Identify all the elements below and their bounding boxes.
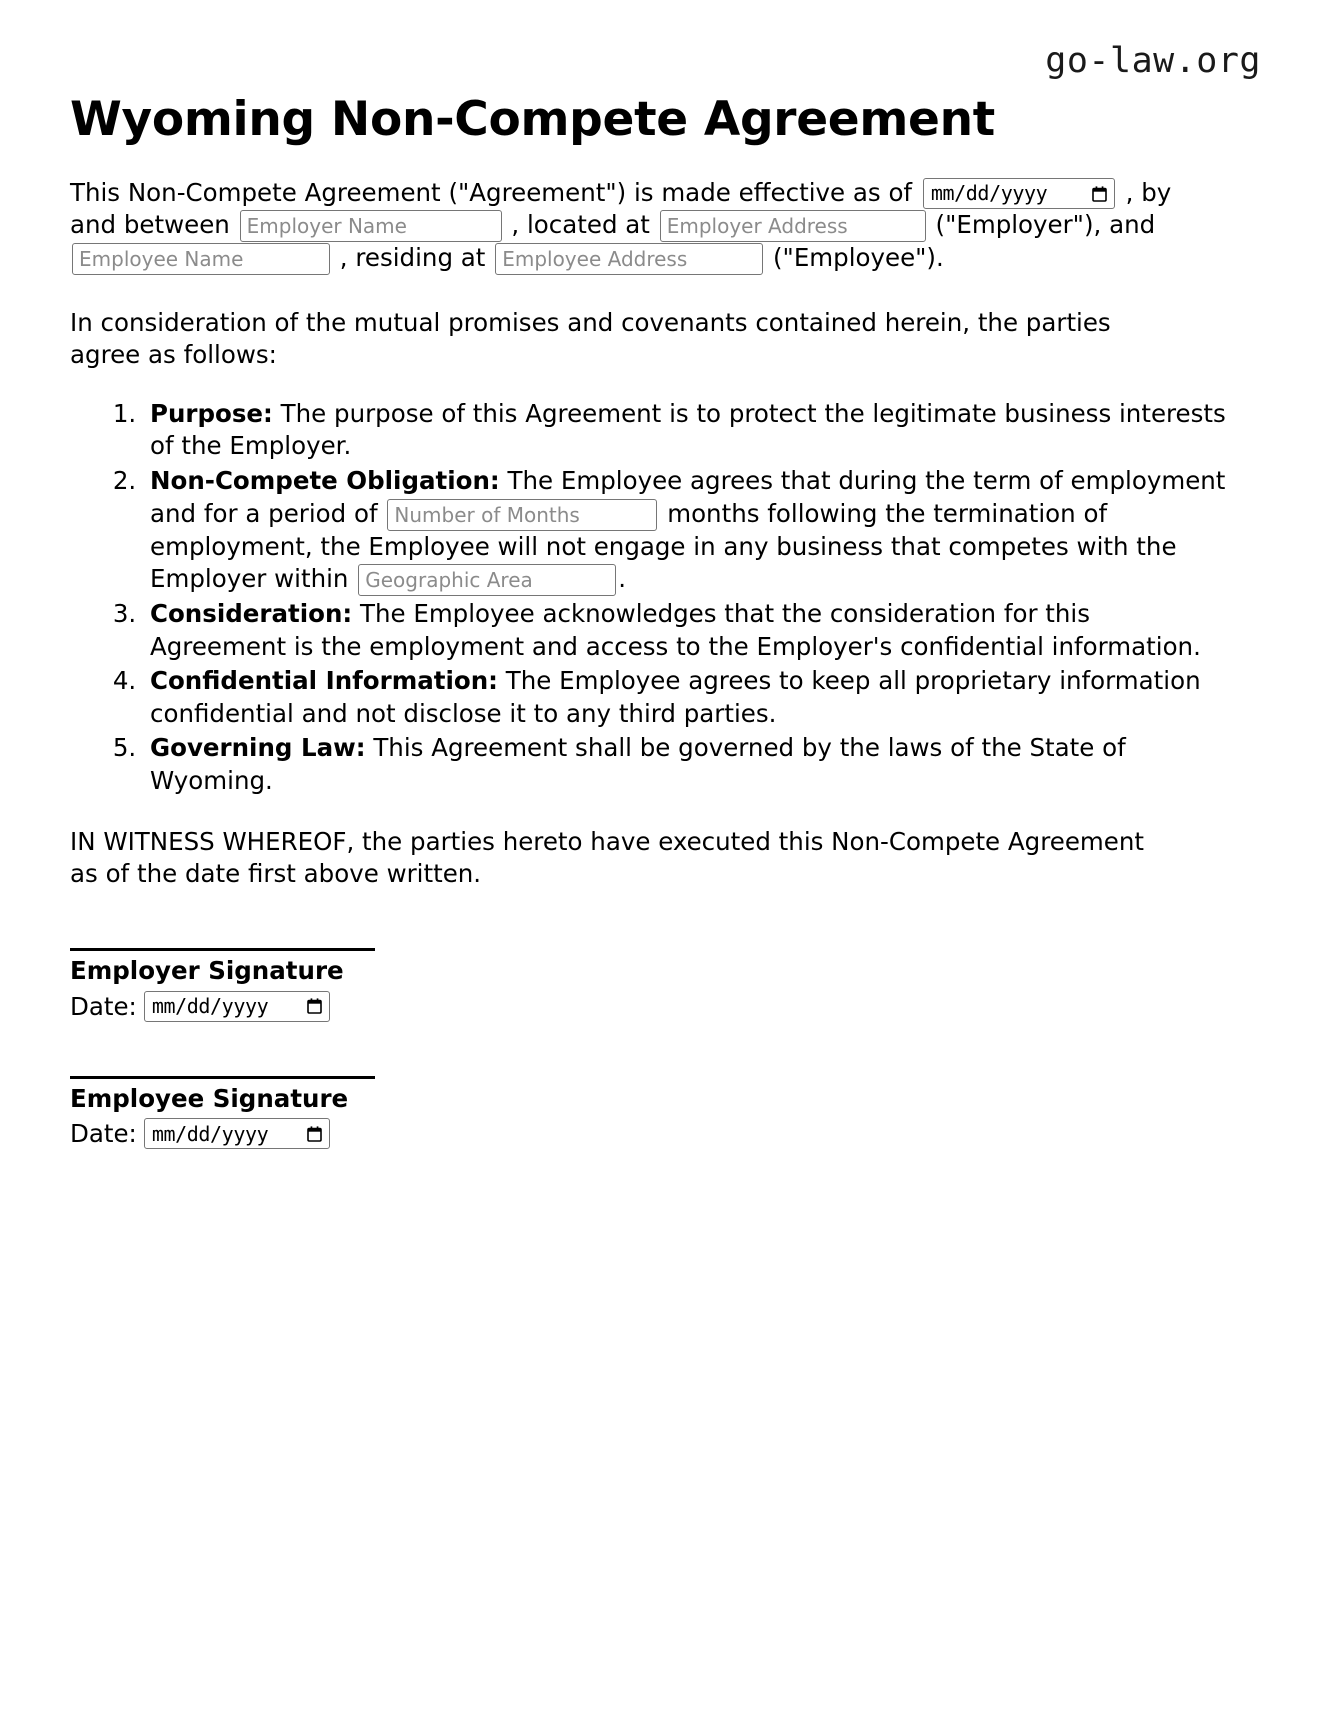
clause-text-non-compete-part3: . — [618, 564, 627, 594]
employer-signature-line — [70, 948, 375, 951]
geographic-area-input[interactable] — [358, 564, 616, 596]
employer-date-row — [70, 991, 1261, 1022]
clause-item-confidential-information — [144, 665, 1230, 730]
effective-date-value: mm/dd/yyyy — [930, 181, 1048, 206]
clause-text-consideration: The Employee acknowledges that the consideration for this Agreement is the employment and access to the Employer's confidential information. — [150, 599, 1201, 661]
intro-text-segment-3: , located at — [511, 210, 650, 240]
clause-item-purpose — [144, 398, 1230, 463]
clause-text-purpose: The purpose of this Agreement is to protect the legitimate business interests of the Employer. — [150, 398, 1226, 461]
clause-text-confidential-information: The Employee agrees to keep all proprietary information confidential and not disclose it to any third parties. — [150, 666, 1201, 728]
intro-text-segment-2: , by and between — [70, 177, 1172, 240]
clause-text-non-compete-part2: months following the termination of employment, the Employee will not engage in any business that competes with the Employer within — [150, 498, 1177, 594]
clause-term-non-compete-obligation: Non-Compete Obligation: — [150, 465, 500, 495]
clause-item-governing-law — [144, 732, 1230, 797]
employee-date-row — [70, 1118, 1261, 1149]
employer-date-label: Date: — [70, 991, 137, 1021]
employee-signature-line — [70, 1076, 375, 1079]
witness-paragraph: IN WITNESS WHEREOF, the parties hereto have executed this Non-Compete Agreement as of the date first above written. — [70, 826, 1144, 888]
clause-item-non-compete-obligation — [144, 465, 1230, 596]
employee-address-input[interactable] — [495, 243, 763, 275]
intro-text-segment-5: , residing at — [339, 243, 486, 273]
clause-term-confidential-information: Confidential Information: — [150, 666, 498, 696]
calendar-icon[interactable] — [307, 1126, 322, 1142]
employer-signature-date-value: mm/dd/yyyy — [151, 994, 269, 1019]
effective-date-input[interactable] — [923, 178, 1115, 209]
employee-signature-label: Employee Signature — [70, 1083, 349, 1113]
employer-name-input[interactable] — [240, 210, 502, 242]
intro-text-segment-1: This Non-Compete Agreement ("Agreement") is made effective as of — [70, 177, 913, 207]
intro-text-segment-6: ("Employee"). — [773, 243, 944, 273]
number-of-months-input[interactable] — [387, 499, 657, 531]
employer-signature-label: Employer Signature — [70, 956, 344, 986]
brand-row — [70, 41, 1261, 88]
employee-signature-date-value: mm/dd/yyyy — [151, 1121, 269, 1146]
site-brand: go-law.org — [1045, 41, 1261, 81]
clause-term-governing-law: Governing Law: — [150, 733, 366, 763]
intro-paragraph — [70, 177, 1175, 276]
clause-text-non-compete-part1: The Employee agrees that during the term of employment and for a period of — [150, 465, 1226, 528]
intro-text-segment-4: ("Employer"), and — [935, 210, 1156, 240]
clause-list — [70, 398, 1230, 798]
employee-signature-date-input[interactable] — [144, 1118, 330, 1149]
employer-signature-block — [70, 948, 1261, 1022]
page-title: Wyoming Non-Compete Agreement — [70, 92, 995, 147]
clause-term-consideration: Consideration: — [150, 599, 353, 629]
employee-name-input[interactable] — [72, 243, 330, 275]
employer-signature-date-input[interactable] — [144, 991, 330, 1022]
clause-text-governing-law: This Agreement shall be governed by the laws of the State of Wyoming. — [150, 733, 1126, 795]
consideration-paragraph: In consideration of the mutual promises and covenants contained herein, the parties agree as follows: — [70, 308, 1111, 370]
employer-address-input[interactable] — [660, 210, 926, 242]
employee-signature-block — [70, 1076, 1261, 1150]
calendar-icon[interactable] — [1092, 186, 1107, 202]
clause-term-purpose: Purpose: — [150, 398, 273, 428]
calendar-icon[interactable] — [307, 998, 322, 1014]
clause-item-consideration — [144, 598, 1230, 663]
employee-date-label: Date: — [70, 1119, 137, 1149]
